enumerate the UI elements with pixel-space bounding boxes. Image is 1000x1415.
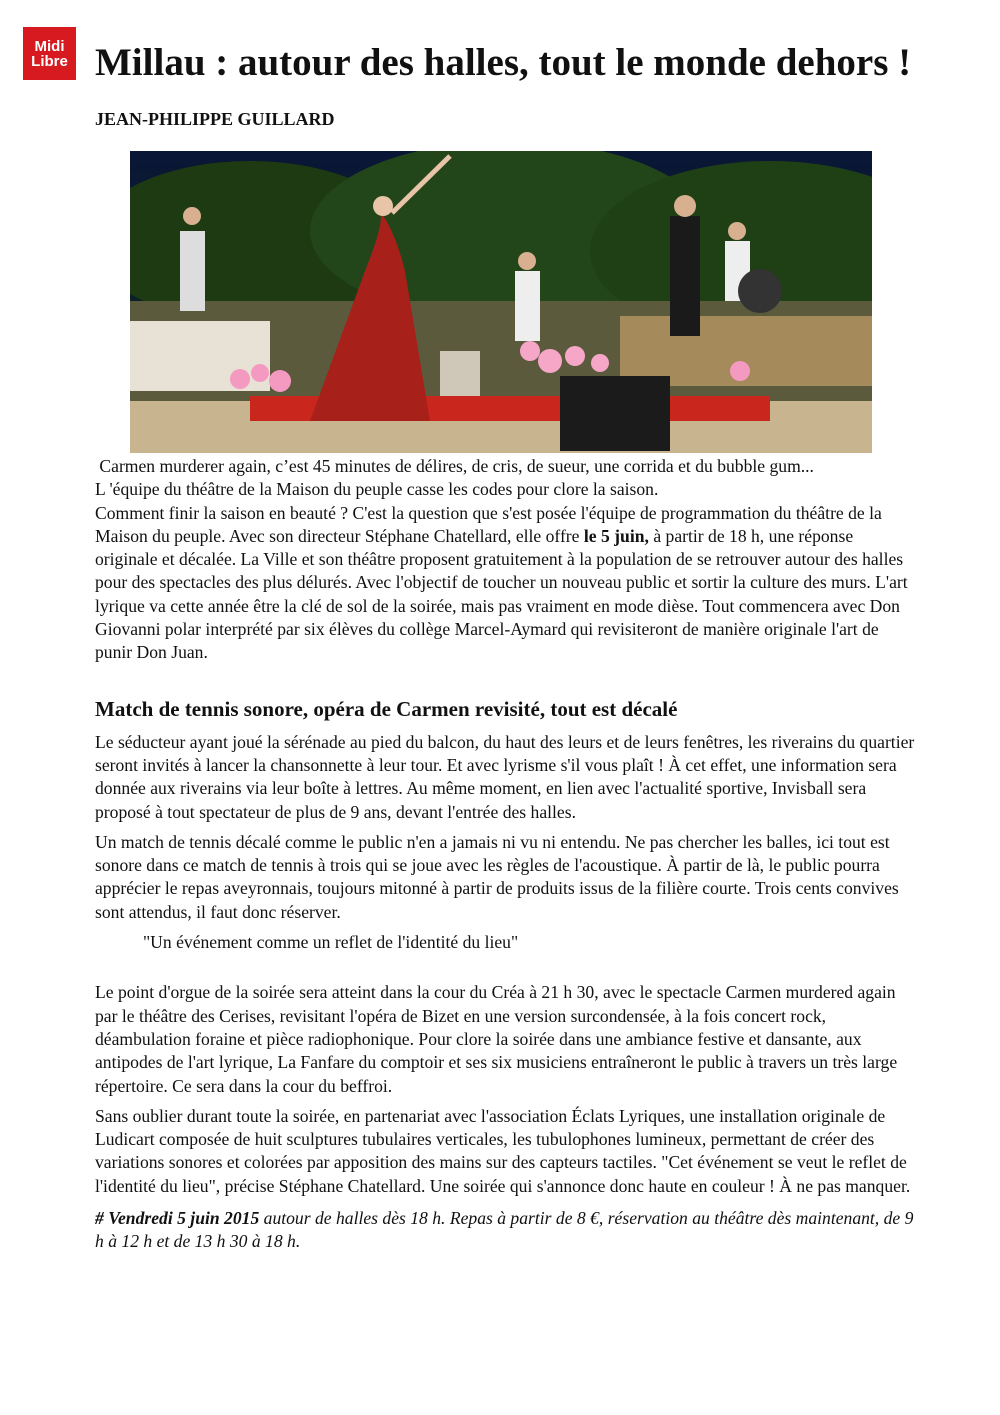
paragraph-3: Un match de tennis décalé comme le public n'en a jamais ni vu ni entendu. Ne pas chercher les balles, ici tout est sonore dans ce match de tennis à trois qui se joue avec les règles de l'acoustique. À partir de là, le public pourra apprécier le repas aveyronnais, toujours mitonné à partir de produits issus de la filière courte. Trois cents convives sont attendus, il faut donc réserver. (95, 831, 899, 922)
title-text: Millau : autour des halles, tout le monde dehors ! (95, 41, 912, 84)
midi-libre-logo (23, 27, 76, 80)
concert-photo (130, 151, 872, 453)
logo-line1: Midi (34, 37, 65, 55)
event-info: # Vendredi 5 juin 2015 autour de halles dès 18 h. Repas à partir de 8 €, réservation au théâtre dès maintenant, de 9 h à 12 h et de 13 h 30 à 18 h. (95, 1208, 914, 1252)
article-title (95, 38, 965, 144)
pull-quote: "Un événement comme un reflet de l'identité du lieu" (143, 932, 519, 953)
article-body (95, 455, 915, 1254)
paragraph-1: Comment finir la saison en beauté ? C'est la question que s'est posée l'équipe de programmation du théâtre de la Maison du peuple. Avec son directeur Stéphane Chatellard, elle offre le 5 juin, à partir de 18 h, une réponse originale et décalée. La Ville et son théâtre proposent gratuitement à la population de se retrouver autour des halles pour des spectacles des plus délurés. Avec l'objectif de toucher un nouveau public et sortir la culture des murs. L'art lyrique va cette année être la clé de sol de la soirée, mais pas vraiment en mode dièse. Tout commencera avec Don Giovanni polar interprété par six élèves du collège Marcel-Aymard qui revisiteront de manière originale l'art de punir Don Juan. (95, 502, 908, 663)
paragraph-2: Le séducteur ayant joué la sérénade au pied du balcon, du haut des leurs et de leurs fenêtres, les riverains du quartier seront invités à lancer la chansonnette à leur tour. Et avec lyrisme s'il vous plaît ! À cet effet, une information sera donnée aux riverains via leur boîte à lettres. Au même moment, en lien avec l'actualité sportive, Invisball sera proposé à tout spectateur de plus de 9 ans, devant l'entrée des halles. (95, 731, 915, 822)
photo-caption: Carmen murderer again, c’est 45 minutes de délires, de cris, de sueur, une corrida et du bubble gum... (99, 456, 814, 476)
subheading: Match de tennis sonore, opéra de Carmen revisité, tout est décalé (95, 696, 678, 721)
paragraph-5: Sans oublier durant toute la soirée, en partenariat avec l'association Éclats Lyriques, une installation originale de Ludicart composée de huit sculptures tubulaires verticales, les tubulophones lumineux, permettant de créer des variations sonores et colorées par apposition des mains sur des capteurs tactiles. "Cet événement se veut le reflet de l'identité du lieu", précise Stéphane Chatellard. Une soirée qui s'annonce donc haute en couleur ! À ne pas manquer. (95, 1105, 911, 1196)
date-highlight: le 5 juin, (583, 525, 649, 546)
article-author: JEAN-PHILIPPE GUILLARD (95, 109, 335, 129)
logo-line2: Libre (31, 52, 68, 70)
intro-paragraph: L 'équipe du théâtre de la Maison du peuple casse les codes pour clore la saison. (95, 479, 659, 500)
paragraph-4: Le point d'orgue de la soirée sera atteint dans la cour du Créa à 21 h 30, avec le spectacle Carmen murdered again par le théâtre des Cerises, revisitant l'opéra de Bizet en une version surcondensée, à la fois concert rock, déambulation foraine et pièce radiophonique. Pour clore la soirée dans une ambiance festive et dansante, aux antipodes de l'art lyrique, La Fanfare du comptoir et ses six musiciens entraîneront le public à travers un très large répertoire. Ce sera dans la cour du beffroi. (95, 982, 898, 1096)
